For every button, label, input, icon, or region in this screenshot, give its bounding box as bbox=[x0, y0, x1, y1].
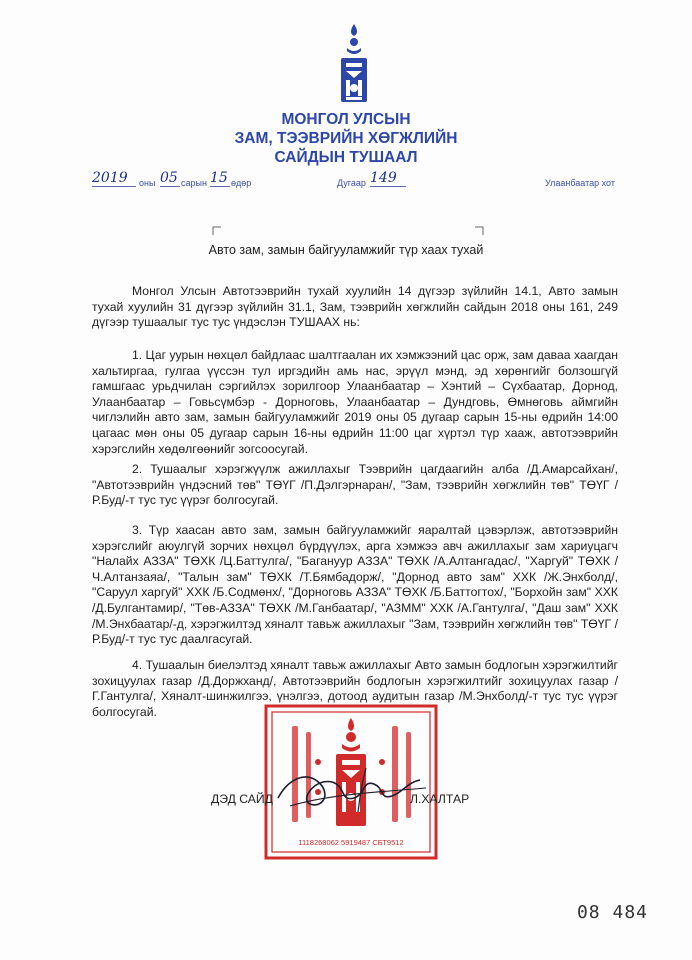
document-title: Авто зам, замын байгууламжийг түр хаах тухай bbox=[208, 243, 484, 257]
signatory-title: ДЭД САЙД bbox=[211, 792, 273, 806]
ministry-heading bbox=[0, 110, 692, 167]
order-item-2 bbox=[92, 462, 618, 509]
order-item-text: 4. Тушаалын биелэлтэд хяналт тавьж ажиллахыг Авто замын бодлогын хэрэгжилтийг зохицуулах газар /Д.Доржханд/, Автотээврийн бодлогын хэрэгжилтийг зохицуулах газар /Г.Гантулга/, Хяналт-шинжилгээ, үнэлгээ, дотоод аудитын газар /М.Энхболд/-т тус тус үүрэг болгосугай. bbox=[92, 658, 618, 719]
city-label: Улаанбаатар хот bbox=[545, 178, 615, 188]
order-item-text: 1. Цаг уурын нөхцөл байдлаас шалтгаалан их хэмжээний цас орж, зам даваа хаагдан хальтиргаа, гулгаа үүссэн тул иргэдийн амь нас, эрүүл мэнд, эд хөрөнгийг болзошгүй гамшгаас урьдчилан сэргийлэх зорилгоор Улаанбаатар – Хэнтий – Сүхбаатар, Дорнод, Улаанбаатар – Говьсүмбэр - Дорноговь, Улаанбаатар – Дундговь, Өмнөговь аймгийн чиглэлийн авто зам, замын байгууламжийг 2019 оны 05 дугаар сарын 15-ны өдрийн 14:00 цагаас мөн оны 05 дугаар сарын 16-ны өдрийн 11:00 цаг хүртэл түр хааж, автотээврийн хэрэгслийн хөдөлгөөнийг зогсоосугай. bbox=[92, 348, 618, 456]
signatory-name: Л.ХАЛТАР bbox=[410, 792, 470, 806]
seal-registration-text: 1118268062 5919487 СБТ9512 bbox=[298, 838, 404, 847]
handwritten-signature-icon bbox=[270, 758, 430, 818]
order-item-1 bbox=[92, 348, 618, 457]
ministry-line-3: САЙДЫН ТУШААЛ bbox=[274, 149, 418, 166]
mongolia-state-emblem-icon bbox=[332, 22, 376, 106]
ministry-line-2: ЗАМ, ТЭЭВРИЙН ХӨГЖЛИЙН bbox=[234, 130, 458, 147]
date-day-label: өдөр bbox=[231, 178, 252, 188]
date-year-label: оны bbox=[139, 178, 156, 188]
intro-paragraph bbox=[92, 284, 618, 331]
order-item-text: 2. Тушаалыг хэрэгжүүлж ажиллахыг Тээврийн цагдаагийн алба /Д.Амарсайхан/, "Автотээврийн үндэсний төв" ТӨҮГ /П.Дэлгэрнаран/, "Зам, тээврийн хөгжлийн төв" ТӨҮГ /Р.Буд/-т тус тус үүрэг болгосугай. bbox=[92, 462, 618, 508]
serial-number: 08 484 bbox=[576, 902, 648, 923]
intro-text: Монгол Улсын Автотээврийн тухай хуулийн 14 дүгээр зүйлийн 14.1, Авто замын тухай хуулийн 31 дүгээр зүйлийн 31.1, Зам, тээврийн хөгжлийн сайдын 2018 оны 161, 249 дүгээр тушаалыг тус тус үндэслэн ТУШААХ нь: bbox=[92, 284, 618, 330]
order-item-text: 3. Түр хаасан авто зам, замын байгууламжийг яаралтай цэвэрлэж, автотээврийн хэрэгслийг аюулгүй зорчих нөхцөл бүрдүүлэх, арга хэмжээ авч ажиллахыг зам хариуцагч "Налайх АЗЗА" ТӨХК /Ц.Баттулга/, "Багануур АЗЗА" ТӨХК /А.Алтангадас/, "Харгуй" ТӨХК /Ч.Алтанзаяа/, "Талын зам" ТӨХК /Т.Бямбадорж/, "Дорнод авто зам" ХХК /Ж.Энхболд/, "Саруул харгуй" ХХК /Б.Содмөнх/, "Дорноговь АЗЗА" ТӨХК /Б.Баттогтох/, "Борхойн зам" ХХК /Д.Булгантамир/, "Төв-АЗЗА" ТӨХК /М.Ганбаатар/, "АЗММ" ХХК /А.Гантулга/, "Даш зам" ХХК /М.Энхбаатар/-д, хэрэгжилтэд хяналт тавьж ажиллахыг "Зам, тээврийн хөгжлийн төв" ТӨҮГ /Р.Буд/-т тус тус даалгасугай. bbox=[92, 523, 618, 647]
date-day: 15 bbox=[210, 170, 230, 187]
corner-bracket-left-icon bbox=[212, 226, 222, 236]
order-number: 149 bbox=[370, 170, 406, 187]
corner-bracket-right-icon bbox=[474, 226, 484, 236]
order-item-3 bbox=[92, 523, 618, 648]
date-month-label: сарын bbox=[181, 178, 207, 188]
order-number-label: Дугаар bbox=[337, 178, 366, 188]
date-year: 2019 bbox=[92, 170, 136, 187]
date-month: 05 bbox=[160, 170, 180, 187]
ministry-line-1: МОНГОЛ УЛСЫН bbox=[281, 111, 411, 128]
